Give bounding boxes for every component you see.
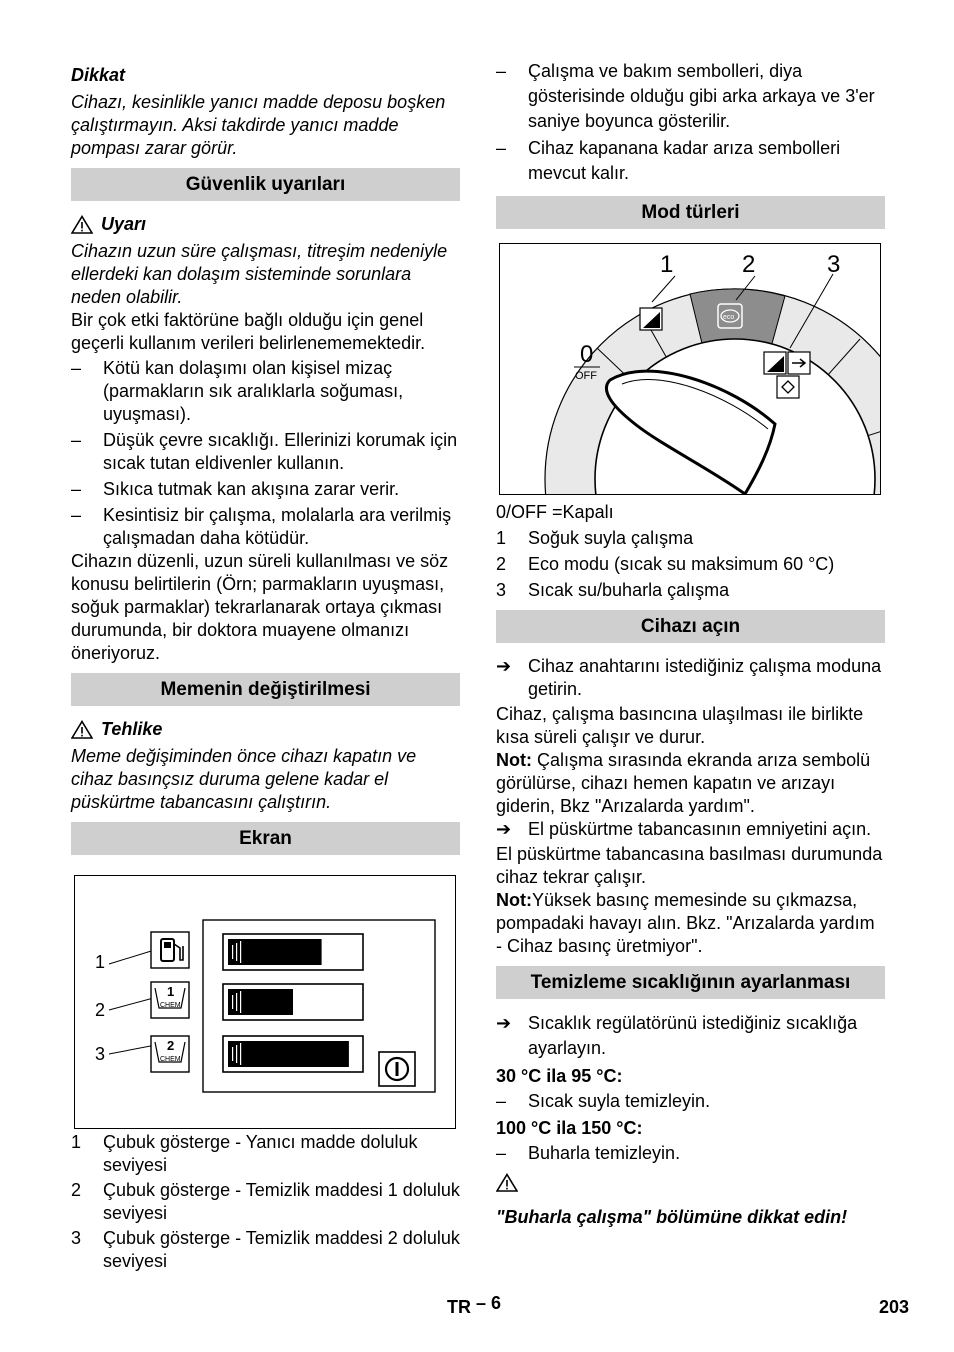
level-bar-tick [240, 991, 241, 1013]
warning-triangle-icon [71, 215, 93, 234]
steam-icon [777, 376, 799, 398]
dial-label-1: 1 [660, 251, 674, 278]
list-item: – Kesintisiz bir çalışma, molalarla ara verilmiş çalışmadan daha kötüdür. [71, 505, 452, 548]
level-bar-fill [228, 1041, 349, 1067]
steam-warning [496, 1173, 885, 1198]
level-bar-tick [236, 943, 237, 961]
right-column [496, 60, 885, 1229]
list-item: 2 Çubuk gösterge - Temizlik maddesi 1 doluluk seviyesi [71, 1180, 460, 1223]
range-2-title: 100 °C ila 150 °C: [496, 1118, 643, 1138]
ekran-figure [74, 875, 456, 1129]
level-bar-tick [232, 945, 233, 959]
service-indicator-icon [379, 1052, 415, 1086]
list-item: – Cihaz kapanana kadar arıza sembolleri mevcut kalır. [496, 138, 841, 183]
symbol-list [496, 59, 885, 186]
level-bar-tick [232, 995, 233, 1009]
dial-label-3: 3 [827, 251, 841, 278]
section-ekran: Ekran [71, 822, 460, 855]
list-item: 2 Eco modu (sıcak su maksimum 60 °C) [496, 554, 835, 574]
chem-1-icon [151, 982, 189, 1018]
list-item: 3 Sıcak su/buharla çalışma [496, 580, 730, 600]
mod-legend [496, 501, 885, 602]
mode-dial-illustration [500, 244, 880, 494]
warning-triangle-icon [496, 1173, 518, 1192]
level-bar-tick [240, 941, 241, 963]
tehlike-title: Tehlike [101, 719, 163, 739]
list-item: – Sıkıca tutmak kan akışına zarar verir. [71, 479, 400, 499]
callout-1: 1 [95, 952, 106, 972]
level-bar-tick [236, 993, 237, 1011]
level-bar-tick [232, 1047, 233, 1061]
left-column [71, 60, 460, 1275]
genel-text: Bir çok etki faktörüne bağlı olduğu için genel geçerli kullanım verileri belirlenememektedir. [71, 310, 426, 353]
dial-label-0: 0 [580, 341, 594, 368]
level-bar-fill [228, 989, 293, 1015]
list-item: 1 Çubuk gösterge - Yanıcı madde doluluk seviyesi [71, 1132, 418, 1175]
dial-label-off: OFF [575, 370, 597, 382]
step-item: ➔ Cihaz anahtarını istediğiniz çalışma moduna getirin. [496, 656, 882, 699]
cold-water-icon [640, 308, 662, 330]
range-1-title: 30 °C ila 95 °C: [496, 1066, 623, 1086]
svg-text:eco: eco [723, 314, 735, 321]
burner-icon [788, 352, 810, 374]
uyari-heading [71, 213, 460, 236]
arrow-right-icon: ➔ [496, 656, 512, 676]
callout-2: 2 [95, 1000, 106, 1020]
dial-label-2: 2 [742, 251, 756, 278]
level-bar-fill [228, 939, 322, 965]
section-meme-degistirilmesi: Memenin değiştirilmesi [71, 673, 460, 706]
ekran-illustration [75, 876, 455, 1128]
level-bar-tick [240, 1043, 241, 1065]
arrow-right-icon: ➔ [496, 819, 512, 839]
doktor-text: Cihazın düzenli, uzun süreli kullanılması ve söz konusu belirtilerin (Örn; parmakların uyuşması, soğuk parmaklar) tekrarlanarak ortaya çıkması durumunda, bir doktora muayene olmanızı öneriyoruz. [71, 551, 449, 663]
hot-water-icon [764, 352, 786, 374]
acin-text-1: Cihaz, çalışma basıncına ulaşılması ile birlikte kısa süreli çalışır ve durur. [496, 704, 864, 747]
off-row: 0/OFF =Kapalı [496, 502, 614, 522]
mod-dial-figure [499, 243, 881, 495]
svg-text:2: 2 [167, 1038, 175, 1053]
warning-triangle-icon [71, 720, 93, 739]
list-item: – Kötü kan dolaşımı olan kişisel mizaç (parmakların sık aralıklarla soğuması, uyuşması). [71, 358, 404, 424]
step-item: ➔ Sıcaklık regülatörünü istediğiniz sıcaklığa ayarlayın. [496, 1011, 885, 1061]
chem-2-icon [151, 1036, 189, 1072]
eco-icon [718, 304, 742, 328]
section-cihazi-acin: Cihazı açın [496, 610, 885, 643]
ekran-legend [71, 1131, 460, 1273]
fuel-pump-icon [151, 932, 189, 968]
list-item: 3 Çubuk gösterge - Temizlik maddesi 2 doluluk seviyesi [71, 1228, 460, 1271]
list-item: 1 Soğuk suyla çalışma [496, 528, 694, 548]
section-mod-turleri: Mod türleri [496, 196, 885, 229]
tehlike-heading [71, 718, 460, 741]
svg-text:CHEM: CHEM [160, 1056, 181, 1063]
dikkat-title: Dikkat [71, 65, 126, 85]
list-item: – Sıcak suyla temizleyin. [496, 1091, 711, 1111]
svg-text:1: 1 [167, 984, 175, 999]
not-2: Not:Yüksek basınç memesinde su çıkmazsa, pompadaki havayı alın. Bkz. "Arızalarda yardım - Cihaz basınç üretmiyor". [496, 890, 875, 956]
section-guvenlik-uyarilari: Güvenlik uyarıları [71, 168, 460, 201]
list-item: – Buharla temizleyin. [496, 1143, 681, 1163]
footer-lang: TR [447, 1297, 471, 1317]
arrow-right-icon: ➔ [496, 1013, 512, 1033]
level-bar-tick [236, 1045, 237, 1063]
section-sicaklik: Temizleme sıcaklığının ayarlanması [496, 966, 885, 999]
tehlike-text: Meme değişiminden önce cihazı kapatın ve cihaz basınçsız duruma gelene kadar el püskürtme tabancasını çalıştırın. [71, 746, 417, 812]
list-item: – Düşük çevre sıcaklığı. Ellerinizi korumak için sıcak tutan eldivenler kullanın. [71, 430, 458, 473]
page-number: 203 [879, 1297, 910, 1317]
uyari-title: Uyarı [101, 214, 147, 234]
page-footer-lang [447, 1293, 502, 1319]
acin-text-2: El püskürtme tabancasına basılması durumunda cihaz tekrar çalışır. [496, 844, 883, 887]
not-1: Not: Çalışma sırasında ekranda arıza sembolü görülürse, cihazı hemen kapatın ve arızayı giderin, Bkz "Arızalarda yardım". [496, 750, 871, 816]
dikkat-text: Cihazı, kesinlikle yanıcı madde deposu boşken çalıştırmayın. Aksi takdirde yanıcı madde pompası zarar görür. [71, 92, 446, 158]
risk-list [71, 357, 460, 550]
footer-local-page: – 6 [476, 1293, 502, 1313]
callout-3: 3 [95, 1044, 106, 1064]
list-item: – Çalışma ve bakım sembolleri, diya gösterisinde olduğu gibi arka arkaya ve 3'er saniye boyunca gösterilir. [496, 61, 875, 131]
uyari-text: Cihazın uzun süre çalışması, titreşim nedeniyle ellerdeki kan dolaşım sisteminde sorunlara neden olabilir. [71, 241, 448, 307]
buhar-note: "Buharla çalışma" bölümüne dikkat edin! [496, 1207, 848, 1227]
step-item: ➔ El püskürtme tabancasının emniyetini açın. [496, 819, 872, 839]
svg-text:CHEM: CHEM [160, 1002, 181, 1009]
